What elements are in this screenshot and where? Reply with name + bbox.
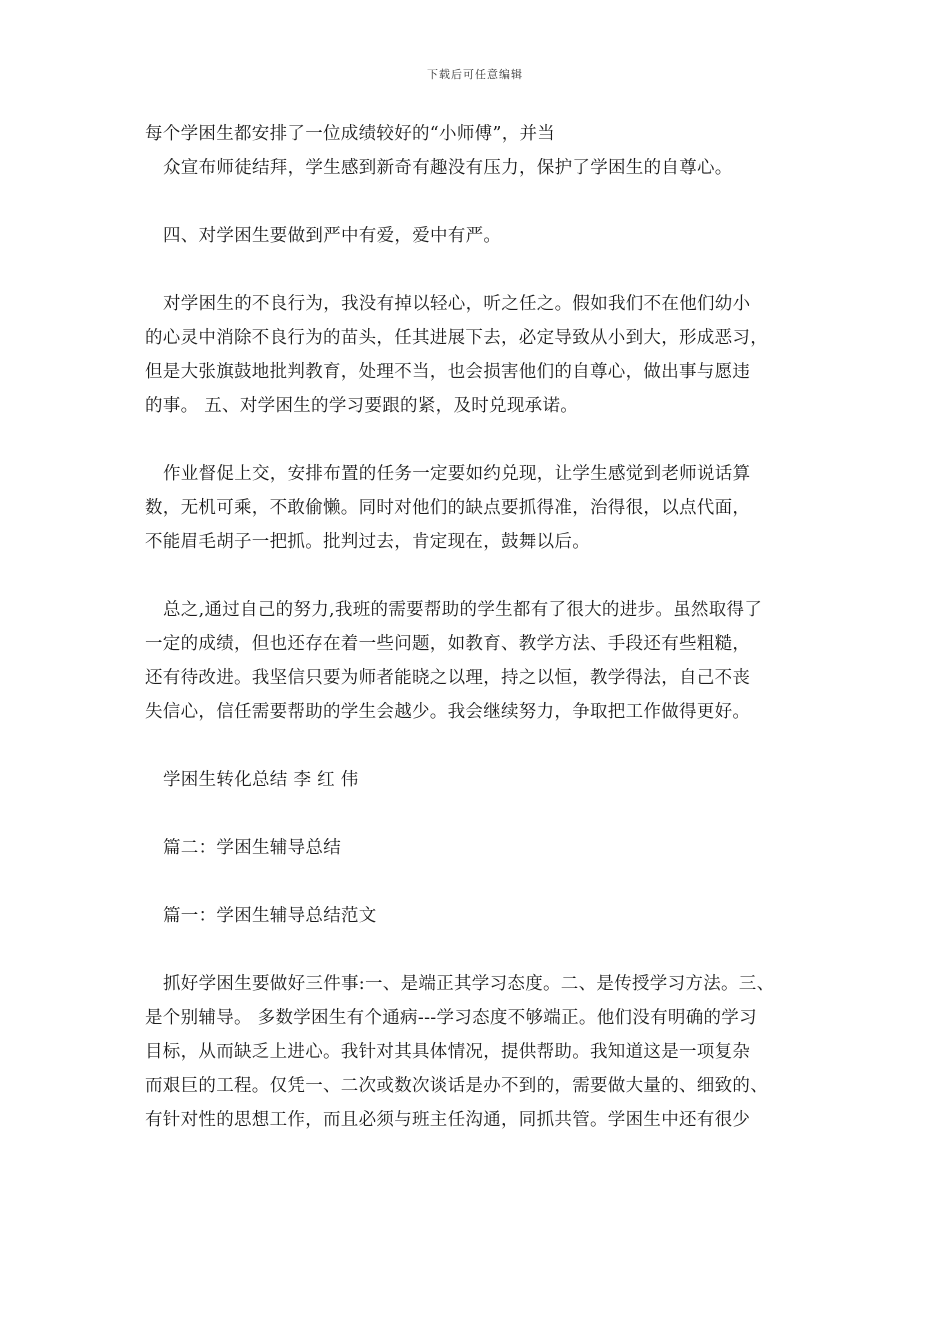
text-line: 还有待改进。我坚信只要为师者能晓之以理，持之以恒，教学得法，自己不丧 [145, 668, 751, 688]
text-line: 四、对学困生要做到严中有爱，爱中有严。 [163, 226, 502, 246]
text-line: 失信心，信任需要帮助的学生会越少。我会继续努力，争取把工作做得更好。 [145, 702, 751, 722]
paragraph-spacer [145, 729, 810, 763]
text-line: 数，无机可乘，不敢偷懒。同时对他们的缺点要抓得准，治得很，以点代面， [145, 498, 751, 518]
page-header: 下载后可任意编辑 [427, 68, 523, 81]
paragraph-spacer [145, 253, 810, 287]
text-line: 不能眉毛胡子一把抓。批判过去，肯定现在，鼓舞以后。 [145, 532, 590, 552]
text-line: 抓好学困生要做好三件事:一、是端正其学习态度。二、是传授学习方法。三、 [163, 974, 775, 994]
text-line: 对学困生的不良行为，我没有掉以轻心，听之任之。假如我们不在他们幼小 [163, 294, 751, 314]
text-line: 每个学困生都安排了一位成绩较好的“小师傅”，并当 [145, 124, 556, 144]
text-line: 总之,通过自己的努力,我班的需要帮助的学生都有了很大的进步。虽然取得了 [163, 600, 763, 620]
text-line: 的心灵中消除不良行为的苗头，任其进展下去，必定导致从小到大，形成恶习， [145, 328, 768, 348]
paragraph-spacer [145, 933, 810, 967]
paragraph-spacer [145, 185, 810, 219]
text-line: 而艰巨的工程。仅凭一、二次或数次谈话是办不到的，需要做大量的、细致的、 [145, 1076, 768, 1096]
text-line: 有针对性的思想工作，而且必须与班主任沟通，同抓共管。学困生中还有很少 [145, 1110, 751, 1130]
paragraph-spacer [145, 865, 810, 899]
text-line: 一定的成绩，但也还存在着一些问题，如教育、教学方法、手段还有些粗糙， [145, 634, 751, 654]
text-line: 是个别辅导。 多数学困生有个通病---学习态度不够端正。他们没有明确的学习 [145, 1008, 757, 1028]
text-line: 目标，从而缺乏上进心。我针对其具体情况，提供帮助。我知道这是一项复杂 [145, 1042, 751, 1062]
text-line: 篇一：学困生辅导总结范文 [163, 906, 377, 926]
text-line: 众宣布师徒结拜，学生感到新奇有趣没有压力，保护了学困生的自尊心。 [163, 158, 733, 178]
text-line: 但是大张旗鼓地批判教育，处理不当，也会损害他们的自尊心，做出事与愿违 [145, 362, 751, 382]
text-line: 学困生转化总结 李 红 伟 [163, 770, 359, 790]
text-line: 的事。 五、对学困生的学习要跟的紧，及时兑现承诺。 [145, 396, 579, 416]
text-line: 作业督促上交，安排布置的任务一定要如约兑现，让学生感觉到老师说话算 [163, 464, 751, 484]
document-body [145, 117, 810, 1137]
paragraph-spacer [145, 797, 810, 831]
paragraph-spacer [145, 423, 810, 457]
paragraph-spacer [145, 559, 810, 593]
text-line: 篇二：学困生辅导总结 [163, 838, 341, 858]
